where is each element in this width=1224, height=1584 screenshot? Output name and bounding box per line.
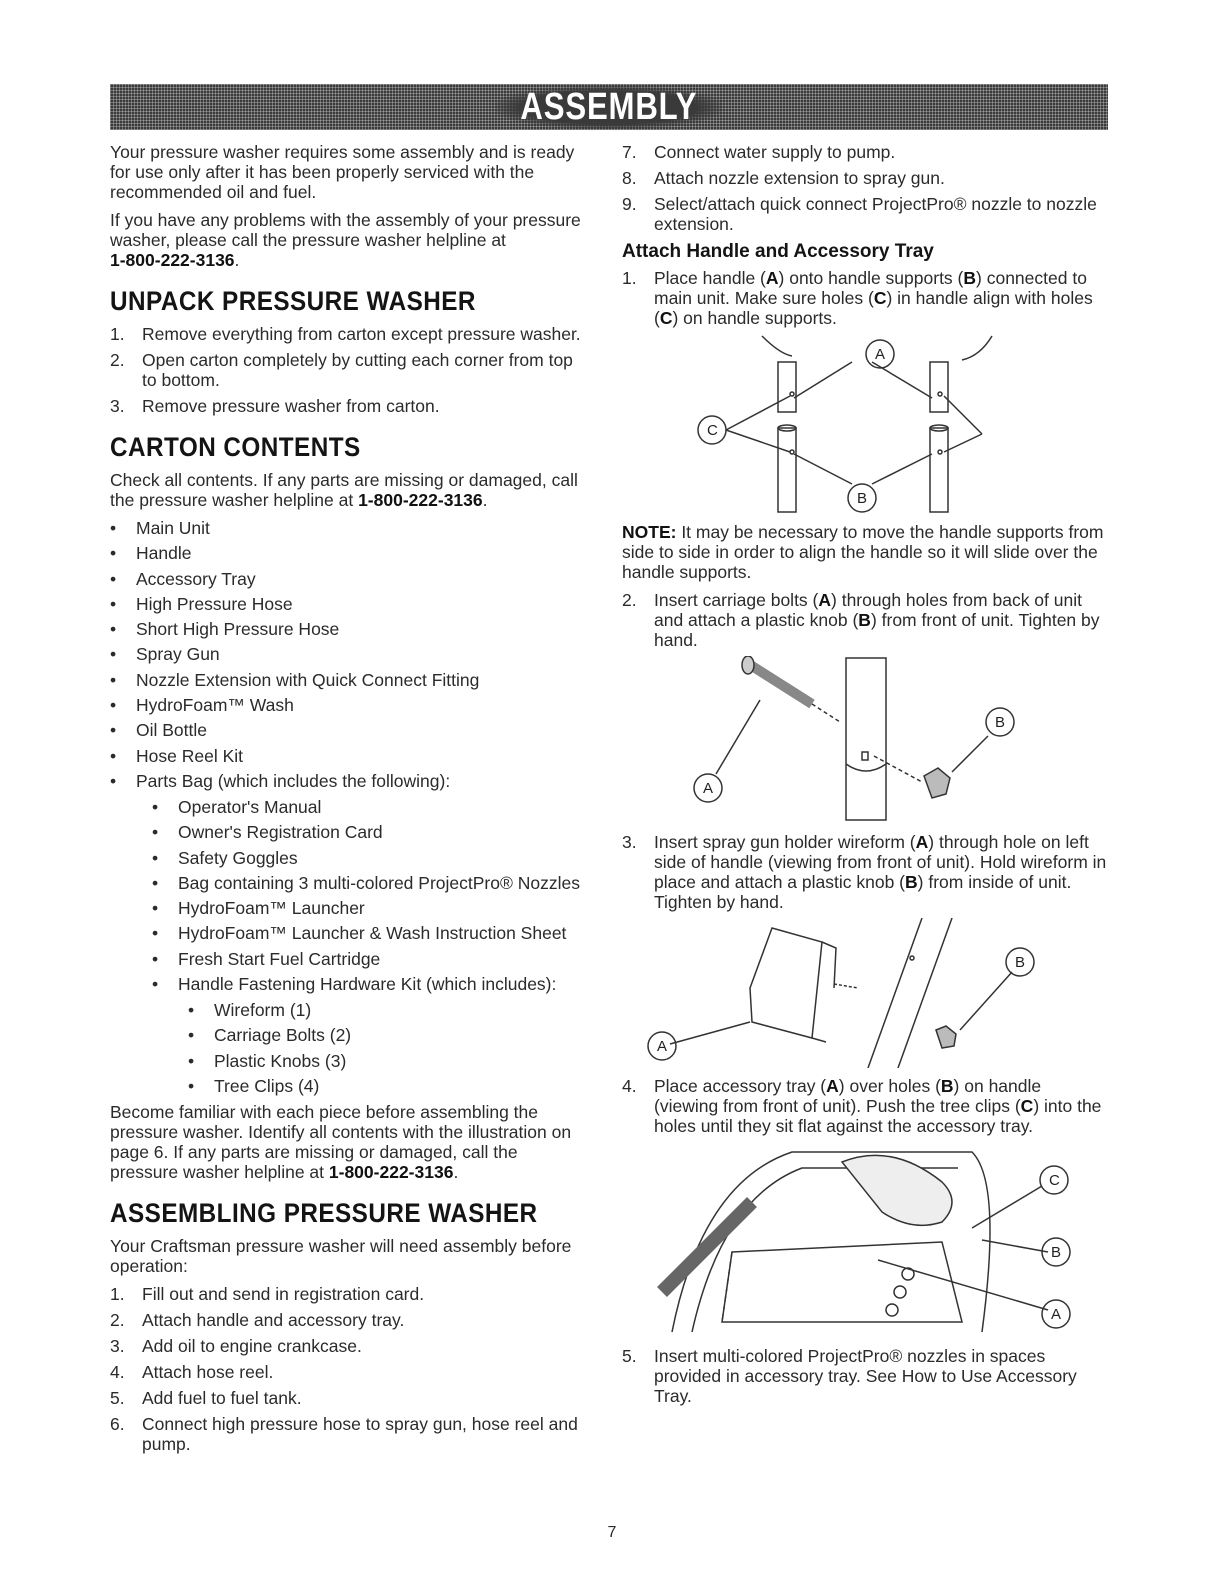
right-column xyxy=(622,142,1110,1412)
list-item: 1. Remove everything from carton except pressure washer. xyxy=(110,324,581,344)
attach-step-4 xyxy=(622,1076,1110,1136)
unpack-steps xyxy=(110,324,586,416)
list-item: • HydroFoam™ Wash xyxy=(110,695,586,715)
helpline-phone: 1-800-222-3136 xyxy=(358,490,483,510)
accessory-tray xyxy=(722,1242,962,1322)
list-item: • HydroFoam™ Launcher & Wash Instruction Sheet xyxy=(152,923,586,943)
attach-step-3 xyxy=(622,832,1110,912)
attach-heading: Attach Handle and Accessory Tray xyxy=(622,241,934,262)
banner-title: ASSEMBLY xyxy=(496,86,722,129)
list-item: • Plastic Knobs (3) xyxy=(188,1051,586,1071)
list-item: 4. Place accessory tray (A) over holes (B) on handle (viewing from front of unit). Push the tree clips (C) into the holes until they sit flat against the accessory tray. xyxy=(622,1076,1102,1136)
intro-paragraph-2: If you have any problems with the assembly of your pressure washer, please call the pressure washer helpline at 1-800-222-3136. xyxy=(110,210,581,270)
list-item: • Wireform (1) xyxy=(188,1000,586,1020)
label-c: C xyxy=(707,422,718,439)
list-item: • Bag containing 3 multi-colored ProjectPro® Nozzles xyxy=(152,873,586,893)
assembling-heading: ASSEMBLING PRESSURE WASHER xyxy=(110,1197,538,1228)
support-tube-left xyxy=(778,428,796,512)
support-tube-right xyxy=(930,428,948,512)
handle-edge-left xyxy=(868,918,922,1068)
page-number: 7 xyxy=(607,1524,617,1541)
label-b: B xyxy=(1051,1244,1062,1261)
intro-paragraph-1: Your pressure washer requires some assembly and is ready for use only after it has been properly serviced with the recommended oil and fuel. xyxy=(110,142,575,202)
list-item: 8. Attach nozzle extension to spray gun. xyxy=(622,168,945,188)
list-item: • Parts Bag (which includes the following): xyxy=(110,771,586,791)
list-item: • Spray Gun xyxy=(110,644,586,664)
label-a: A xyxy=(875,346,886,363)
attach-step-1 xyxy=(622,268,1110,328)
label-a: A xyxy=(703,780,714,797)
handle-tube xyxy=(846,658,886,820)
label-b: B xyxy=(995,714,1006,731)
figure-accessory-tray xyxy=(642,1142,1102,1338)
list-item: • Hose Reel Kit xyxy=(110,746,586,766)
list-item: 9. Select/attach quick connect ProjectPro® nozzle to nozzle extension. xyxy=(622,194,1097,234)
unpack-heading: UNPACK PRESSURE WASHER xyxy=(110,286,476,316)
list-item: • High Pressure Hose xyxy=(110,594,586,614)
list-item: • Fresh Start Fuel Cartridge xyxy=(152,949,586,969)
label-b: B xyxy=(1015,954,1026,971)
label-a: A xyxy=(1051,1306,1062,1323)
plastic-knob xyxy=(924,768,950,798)
assembling-intro: Your Craftsman pressure washer will need assembly before operation: xyxy=(110,1235,572,1276)
left-column xyxy=(110,142,586,1460)
bolt xyxy=(752,666,812,704)
list-item: • Oil Bottle xyxy=(110,720,586,740)
list-item: • Nozzle Extension with Quick Connect Fitting xyxy=(110,670,586,690)
figure-handle-supports xyxy=(662,334,1082,514)
list-item: • Accessory Tray xyxy=(110,569,586,589)
list-item: • Short High Pressure Hose xyxy=(110,619,586,639)
attach-step-2 xyxy=(622,590,1110,650)
contents-outro: Become familiar with each piece before assembling the pressure washer. Identify all contents with the illustration on page 6. If any parts are missing or damaged, call the pressure washer helpline at 1-800-222-3136. xyxy=(110,1101,572,1182)
handle-bend-right xyxy=(962,336,992,360)
list-item: 2. Insert carriage bolts (A) through holes from back of unit and attach a plastic knob (B) from front of unit. Tighten by hand. xyxy=(622,590,1100,650)
list-item: • Safety Goggles xyxy=(152,848,586,868)
note: NOTE: It may be necessary to move the handle supports from side to side in order to align the handle so it will slide over the handle supports. xyxy=(622,522,1104,582)
list-item: 3. Add oil to engine crankcase. xyxy=(110,1335,362,1356)
figure-carriage-bolts xyxy=(662,656,1082,824)
parts-bag-list xyxy=(152,797,586,994)
list-item: 3. Insert spray gun holder wireform (A) through hole on left side of handle (viewing from front of unit). Hold wireform in place and attach a plastic knob (B) from inside of unit. Tighten by hand. xyxy=(622,832,1107,912)
contents-list xyxy=(110,518,586,791)
list-item: 4. Attach hose reel. xyxy=(110,1361,274,1382)
handle-tube-right xyxy=(930,362,948,412)
section-banner xyxy=(110,84,1108,130)
label-a: A xyxy=(657,1038,668,1055)
handle-tube-left xyxy=(778,362,796,412)
label-c: C xyxy=(1049,1172,1060,1189)
list-item: • Carriage Bolts (2) xyxy=(188,1025,586,1045)
wireform xyxy=(750,928,822,1038)
carton-contents-heading: CARTON CONTENTS xyxy=(110,432,361,462)
attach-step-5 xyxy=(622,1346,1110,1406)
list-item: 5. Add fuel to fuel tank. xyxy=(110,1387,302,1408)
list-item: 3. Remove pressure washer from carton. xyxy=(110,396,440,416)
label-b: B xyxy=(857,490,868,507)
list-item: 5. Insert multi-colored ProjectPro® nozzles in spaces provided in accessory tray. See How to Use Accessory Tray. xyxy=(622,1346,1077,1406)
list-item: 2. Attach handle and accessory tray. xyxy=(110,1309,405,1330)
list-item: 1. Fill out and send in registration card. xyxy=(110,1283,425,1304)
figure-wireform xyxy=(622,918,1042,1068)
hardware-kit-list xyxy=(188,1000,586,1096)
list-item: 7. Connect water supply to pump. xyxy=(622,142,896,162)
contents-intro: Check all contents. If any parts are missing or damaged, call the pressure washer helpline at 1-800-222-3136. xyxy=(110,470,578,510)
helpline-phone: 1-800-222-3136 xyxy=(328,1161,454,1182)
assembling-steps-right xyxy=(622,142,1110,234)
plastic-knob xyxy=(936,1026,956,1048)
hand xyxy=(842,1155,952,1225)
list-item: • Main Unit xyxy=(110,518,586,538)
list-item: • Owner's Registration Card xyxy=(152,822,586,842)
list-item: 1. Place handle (A) onto handle supports (B) connected to main unit. Make sure holes (C) in handle align with holes (C) on handle supports. xyxy=(622,268,1093,328)
list-item: • Operator's Manual xyxy=(152,797,586,817)
list-item: 6. Connect high pressure hose to spray gun, hose reel and pump. xyxy=(110,1413,578,1454)
handle-bend-left xyxy=(762,336,792,356)
helpline-phone: 1-800-222-3136 xyxy=(110,250,235,270)
list-item: • HydroFoam™ Launcher xyxy=(152,898,586,918)
list-item: 2. Open carton completely by cutting each corner from top to bottom. xyxy=(110,350,573,390)
list-item: • Tree Clips (4) xyxy=(188,1076,586,1096)
list-item: • Handle Fastening Hardware Kit (which includes): xyxy=(152,974,586,994)
assembling-steps-left xyxy=(110,1284,586,1454)
list-item: • Handle xyxy=(110,543,586,563)
